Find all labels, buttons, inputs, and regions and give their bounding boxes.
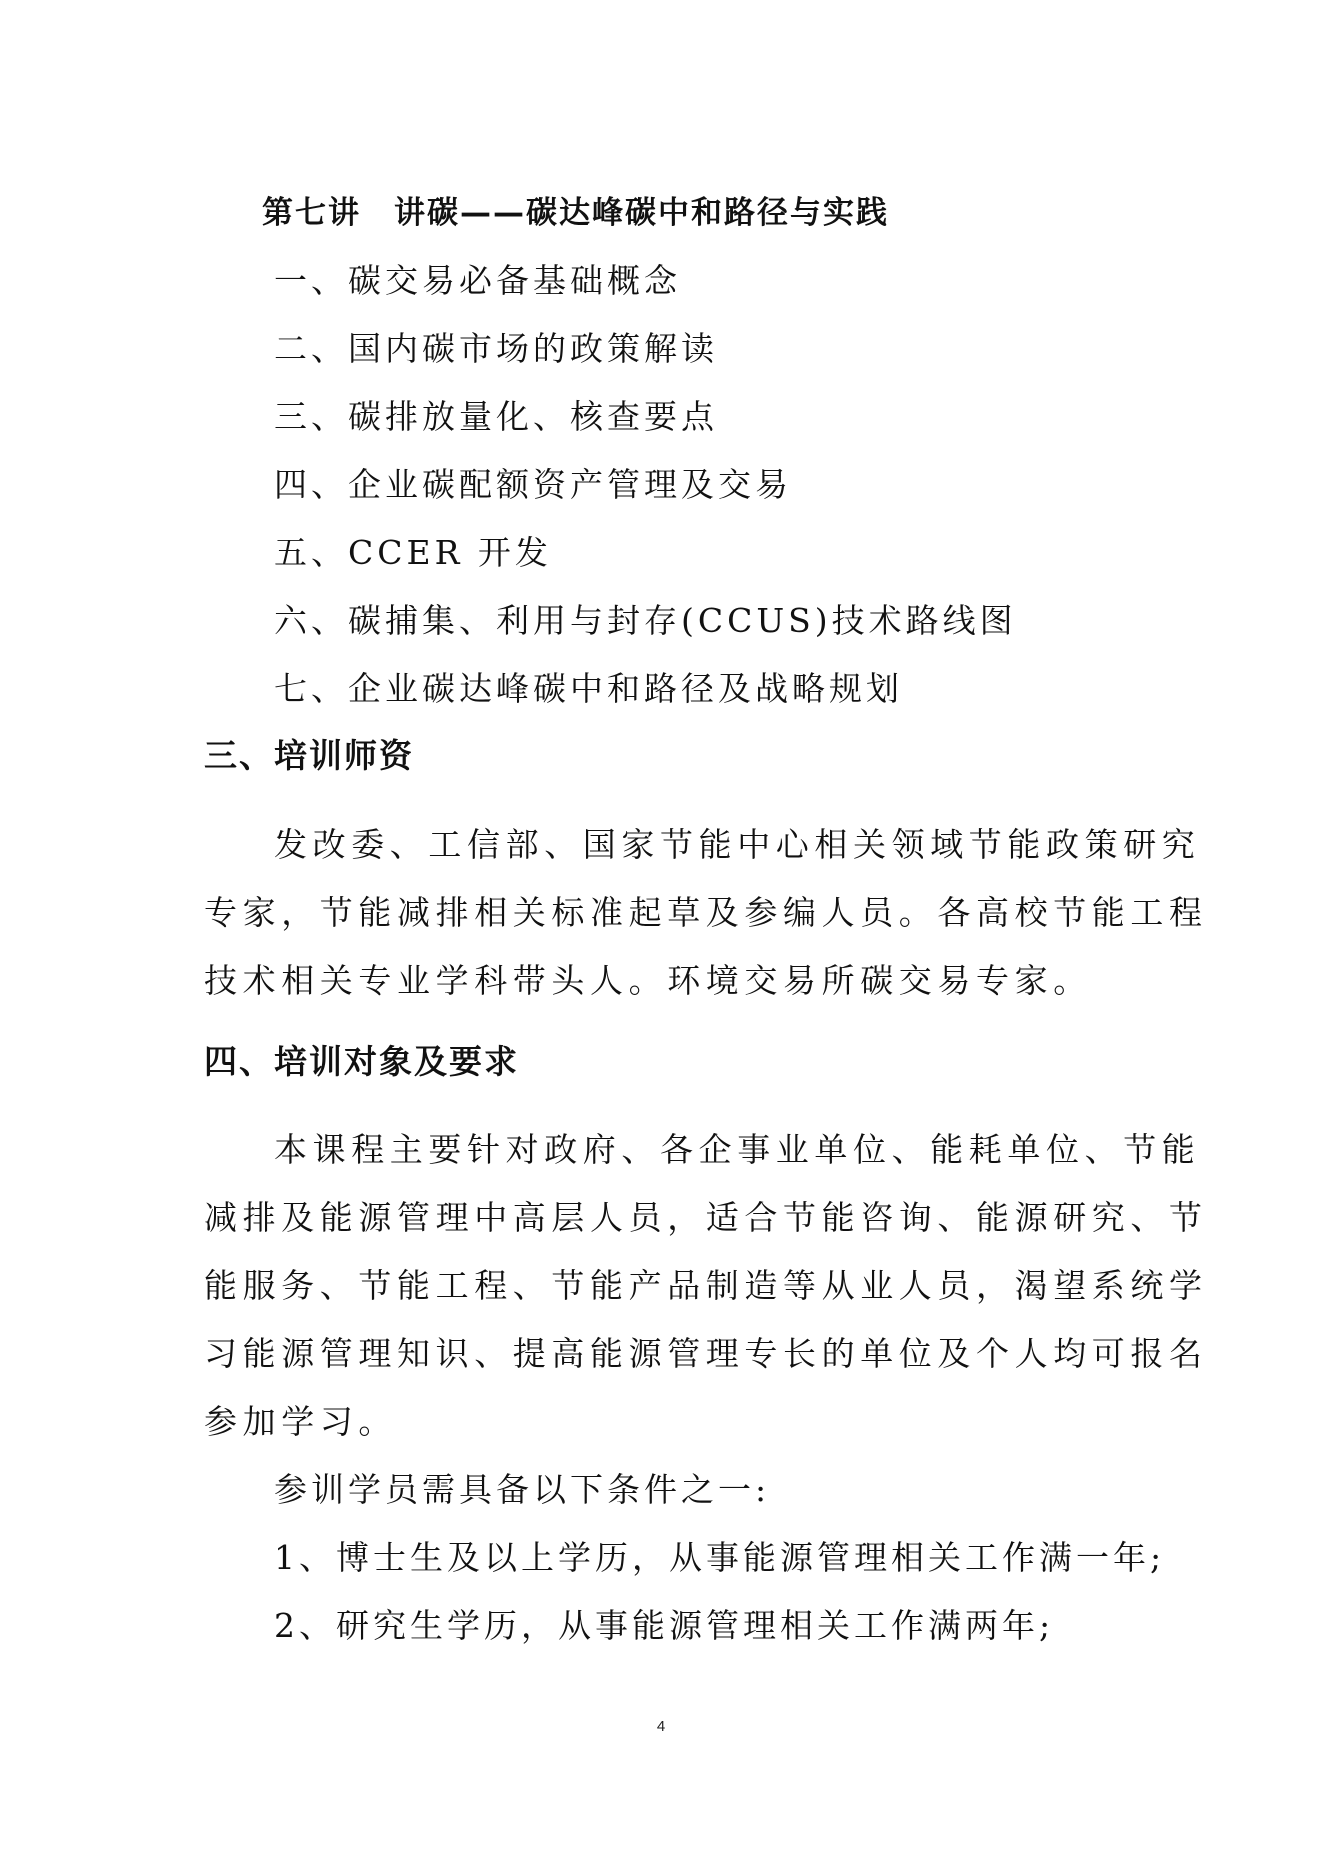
section-heading-audience: 四、培训对象及要求 (204, 1042, 519, 1081)
lecture-item-7: 七、企业碳达峰碳中和路径及战略规划 (274, 669, 903, 708)
paragraph-line: 减排及能源管理中高层人员，适合节能咨询、能源研究、节 (204, 1198, 1208, 1237)
paragraph-line: 发改委、工信部、国家节能中心相关领域节能政策研究 (274, 825, 1201, 864)
lecture-item-1: 一、碳交易必备基础概念 (274, 261, 681, 300)
section-heading-instructors: 三、培训师资 (204, 736, 414, 775)
lecture-item-5: 五、CCER 开发 (274, 533, 552, 572)
paragraph-line: 专家，节能减排相关标准起草及参编人员。各高校节能工程 (204, 893, 1208, 932)
lecture-item-6: 六、碳捕集、利用与封存(CCUS)技术路线图 (274, 601, 1017, 640)
lecture-title: 第七讲 讲碳——碳达峰碳中和路径与实践 (262, 195, 889, 231)
condition-item-1: 1、博士生及以上学历，从事能源管理相关工作满一年; (274, 1538, 1166, 1577)
lecture-item-3: 三、碳排放量化、核查要点 (274, 397, 718, 436)
paragraph-line: 技术相关专业学科带头人。环境交易所碳交易专家。 (204, 961, 1092, 1000)
lecture-item-4: 四、企业碳配额资产管理及交易 (274, 465, 792, 504)
paragraph-line: 习能源管理知识、提高能源管理专长的单位及个人均可报名 (204, 1334, 1208, 1373)
paragraph-line: 本课程主要针对政府、各企事业单位、能耗单位、节能 (274, 1130, 1201, 1169)
conditions-intro: 参训学员需具备以下条件之一: (274, 1470, 771, 1509)
paragraph-line: 能服务、节能工程、节能产品制造等从业人员，渴望系统学 (204, 1266, 1208, 1305)
lecture-item-2: 二、国内碳市场的政策解读 (274, 329, 718, 368)
condition-item-2: 2、研究生学历，从事能源管理相关工作满两年; (274, 1606, 1055, 1645)
page-number: 4 (656, 1718, 666, 1735)
paragraph-line: 参加学习。 (204, 1402, 397, 1441)
